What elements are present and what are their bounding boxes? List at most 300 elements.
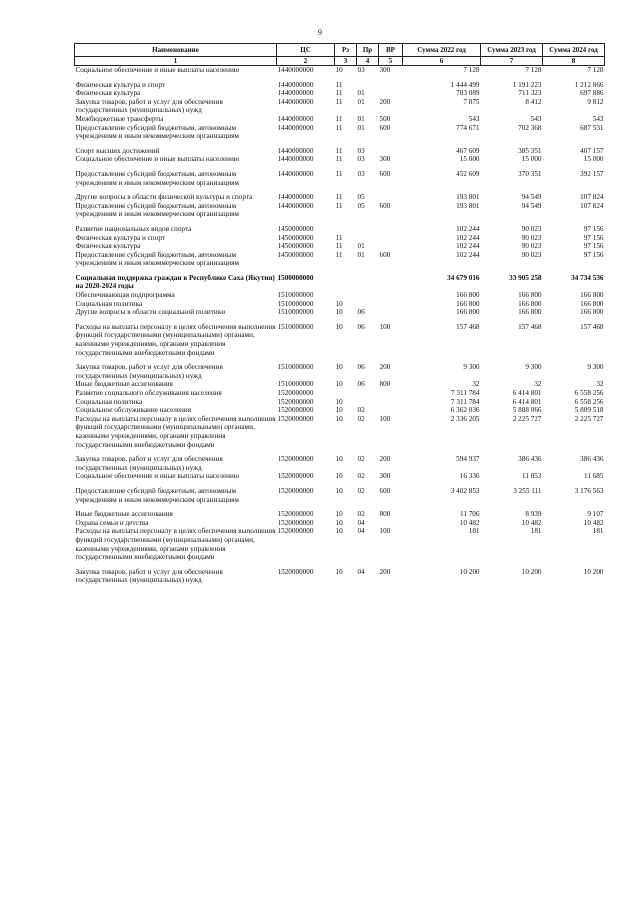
row-pr [357,274,379,291]
header-sum-2022: Сумма 2022 год [403,44,481,57]
row-pr [357,300,379,309]
row-sum-2024: 7 128 [587,66,604,74]
row-sum-2022: 166 800 [456,299,480,308]
row-sum-2024: 15 000 [583,155,604,164]
row-name: Закупка товаров, работ и услуг для обеспечения государственных (муниципальных) нужд [75,455,223,472]
row-name: Физическая культура [75,89,141,98]
row-cs: 1440000000 [277,89,314,98]
row-sum-2022: 7 128 [463,66,480,74]
row-sum-2022: 10 482 [459,518,480,527]
row-sum-2022: 34 679 016 [447,273,480,282]
row-vr: 600 [379,123,391,132]
table-row [75,389,605,398]
header-number: 6 [403,57,481,66]
row-name: Социальное обеспечение и иные выплаты населению [75,472,240,481]
row-name: Расходы на выплаты персоналу в целях обеспечения выполнения функций государственными (муниципальными) органами, казенными учреждениями, органами управления государственными внебюджетными фондами [75,414,276,449]
table-row [75,115,605,124]
row-cs: 1510000000 [277,308,314,317]
row-sum-2023: 8 939 [525,510,542,519]
table-row [75,251,605,268]
row-vr [379,234,403,243]
row-cs: 1520000000 [277,472,314,481]
row-sum-2023: 386 436 [518,455,542,464]
budget-table [74,43,605,585]
table-row [75,472,605,481]
row-vr: 600 [379,169,391,178]
header-number: 5 [379,57,403,66]
row-sum-2023: 702 368 [518,123,542,132]
row-name: Социальное обслуживание населения [75,406,192,415]
table-row [75,406,605,415]
row-rz: 11 [335,233,343,242]
row-rz: 10 [335,518,343,527]
row-rz: 10 [335,308,343,317]
row-sum-2022: 7 311 784 [451,389,480,397]
row-pr: 01 [357,97,365,106]
row-vr: 600 [379,486,391,495]
row-cs: 1440000000 [277,97,314,106]
row-vr: 300 [379,66,391,74]
row-sum-2022: 774 671 [456,123,480,132]
header-number: 1 [75,57,277,66]
table-row [75,274,605,291]
table-row [75,193,605,202]
row-sum-2022: 181 [468,527,480,536]
row-cs: 1520000000 [277,389,314,397]
row-vr: 600 [379,201,391,210]
row-name: Расходы на выплаты персоналу в целях обеспечения выполнения функций государственными (муниципальными) органами, казенными учреждениями, органами управления государственными внебюджетными фондами [75,322,276,357]
row-pr: 03 [357,146,365,155]
row-sum-2023: 9 300 [525,363,542,372]
row-vr: 300 [379,155,391,164]
row-sum-2023: 6 414 801 [512,389,542,397]
row-rz: 10 [335,527,343,536]
row-sum-2024: 9 300 [587,363,604,372]
row-cs: 1510000000 [277,363,314,372]
row-sum-2024: 97 156 [583,224,604,233]
row-rz: 11 [335,114,343,123]
table-row [75,242,605,251]
row-cs: 1520000000 [277,486,314,495]
row-pr: 06 [357,322,365,331]
row-cs: 1510000000 [277,380,314,389]
row-sum-2024: 107 824 [580,193,604,202]
row-vr [379,300,403,309]
row-cs: 1450000000 [277,224,314,233]
row-cs: 1440000000 [277,201,314,210]
row-name: Социальная поддержка граждан в Республике Саха (Якутия) на 2020-2024 годы [75,273,275,291]
row-sum-2024: 9 107 [587,510,604,519]
header-number: 8 [543,57,605,66]
row-pr [357,234,379,243]
row-rz: 10 [335,455,343,464]
row-sum-2023: 166 800 [518,291,542,300]
row-sum-2023: 10 200 [521,567,542,576]
row-rz: 10 [335,380,343,389]
row-vr: 100 [379,414,391,423]
row-cs: 1450000000 [277,233,314,242]
row-rz: 10 [335,567,343,576]
row-vr [379,519,403,528]
row-name: Спорт высших достижений [75,146,160,155]
row-sum-2024: 97 156 [583,233,604,242]
row-cs: 1520000000 [277,397,314,406]
row-sum-2022: 783 089 [456,89,480,98]
row-pr [357,81,379,90]
row-pr: 04 [357,527,365,536]
row-sum-2024: 1 212 866 [574,80,604,89]
row-sum-2024: 6 558 256 [574,397,604,406]
row-rz: 10 [335,322,343,331]
row-rz: 11 [335,169,343,178]
table-row [75,519,605,528]
row-pr [357,389,379,398]
row-rz: 10 [335,486,343,495]
row-sum-2023: 3 255 111 [513,486,542,495]
row-rz: 11 [335,250,343,259]
row-sum-2024: 386 436 [580,455,604,464]
table-row [75,66,605,75]
row-cs: 1440000000 [277,146,314,155]
row-cs: 1440000000 [277,123,314,132]
row-vr [379,193,403,202]
row-sum-2023: 370 351 [518,169,542,178]
row-pr: 01 [357,89,365,98]
row-cs: 1440000000 [277,155,314,164]
row-vr [379,225,403,234]
row-sum-2022: 32 [472,380,480,389]
row-pr [357,398,379,407]
row-rz: 10 [335,397,343,406]
table-row [75,527,605,561]
row-pr: 05 [357,201,365,210]
row-sum-2023: 157 468 [518,322,542,331]
row-sum-2024: 107 824 [580,201,604,210]
row-cs: 1520000000 [277,518,314,527]
table-row [75,323,605,357]
header-number: 7 [481,57,543,66]
row-name: Другие вопросы в области физической культуры и спорта [75,193,253,202]
header-number-row [75,57,605,66]
row-sum-2022: 543 [468,114,480,123]
row-vr: 200 [379,97,391,106]
row-name: Другие вопросы в области социальной политики [75,308,226,317]
row-name: Предоставление субсидий бюджетным, автономным учреждениям и иным некоммерческим организациям [75,486,239,504]
row-sum-2024: 157 468 [580,322,604,331]
row-name: Охрана семьи и детства [75,518,149,527]
row-name: Иные бюджетные ассигнования [75,380,173,389]
row-cs: 1520000000 [277,567,314,576]
row-pr: 01 [357,242,365,251]
row-cs: 1450000000 [277,250,314,259]
row-vr: 100 [379,527,391,536]
row-sum-2022: 2 336 205 [450,414,480,423]
row-cs: 1440000000 [277,80,314,89]
row-pr: 02 [357,510,365,519]
row-cs: 1510000000 [277,299,314,308]
row-cs: 1520000000 [277,406,314,415]
row-sum-2024: 10 200 [583,567,604,576]
row-sum-2023: 94 549 [521,201,542,210]
table-row [75,398,605,407]
table-row [75,308,605,317]
row-cs: 1520000000 [277,455,314,464]
table-row [75,300,605,309]
row-vr [379,89,403,98]
row-pr: 06 [357,380,365,389]
row-sum-2023: 10 482 [521,518,542,527]
row-rz: 11 [335,242,343,251]
row-sum-2024: 687 531 [580,123,604,132]
row-sum-2024: 166 800 [580,291,604,300]
row-sum-2024: 97 156 [583,242,604,251]
row-pr: 01 [357,123,365,132]
table-row [75,89,605,98]
row-sum-2024: 5 809 518 [574,406,604,415]
row-sum-2023: 385 351 [518,146,542,155]
table-row [75,225,605,234]
row-pr: 02 [357,414,365,423]
row-vr: 100 [379,322,391,331]
row-sum-2022: 9 300 [463,363,480,372]
row-pr: 03 [357,155,365,164]
row-pr: 06 [357,363,365,372]
row-rz: 10 [335,472,343,481]
row-vr [379,242,403,251]
row-vr [379,406,403,415]
row-sum-2024: 181 [592,527,604,536]
row-rz [335,389,357,398]
row-rz [335,274,357,291]
table-row [75,415,605,449]
row-rz: 10 [335,363,343,372]
row-sum-2023: 90 023 [521,250,542,259]
row-name: Предоставление субсидий бюджетным, автономным учреждениям и иным некоммерческим организациям [75,201,239,219]
row-sum-2023: 543 [530,114,542,123]
row-sum-2024: 543 [592,114,604,123]
row-rz: 10 [335,510,343,519]
row-vr [379,81,403,90]
row-vr [379,147,403,156]
page-number: 9 [318,28,322,37]
row-rz: 10 [335,299,343,308]
row-sum-2024: 6 558 256 [574,389,604,397]
row-sum-2022: 10 200 [459,567,480,576]
row-cs: 1520000000 [277,510,314,519]
row-vr [379,389,403,398]
row-name: Расходы на выплаты персоналу в целях обеспечения выполнения функций государственными (муниципальными) органами, казенными учреждениями, органами управления государственными внебюджетными фондами [75,527,276,562]
row-pr: 04 [357,567,365,576]
table-row [75,455,605,472]
table-row [75,510,605,519]
header-vr: ВР [379,44,403,57]
header-row [75,44,605,57]
header-number: 2 [277,57,335,66]
header-name: Наименование [75,44,277,57]
row-cs: 1500000000 [277,273,314,282]
row-vr [379,308,403,317]
row-name: Физическая культура и спорт [75,233,165,242]
row-rz: 10 [335,66,343,74]
row-sum-2023: 711 323 [518,89,542,98]
row-sum-2022: 467 609 [456,146,480,155]
row-pr: 01 [357,114,365,123]
row-name: Развитие национальных видов спорта [75,224,192,233]
row-sum-2023: 15 000 [521,155,542,164]
row-vr [379,291,403,300]
table-row [75,487,605,504]
row-sum-2024: 10 482 [583,518,604,527]
row-sum-2022: 1 444 499 [450,80,480,89]
row-sum-2022: 157 468 [456,322,480,331]
row-name: Социальная политика [75,397,143,406]
table-body [75,66,605,585]
row-pr: 03 [357,169,365,178]
row-sum-2022: 11 706 [460,510,480,519]
row-name: Социальное обеспечение и иные выплаты населению [75,66,240,74]
row-sum-2024: 11 685 [584,472,604,481]
row-sum-2022: 16 336 [459,472,480,481]
row-pr: 04 [357,518,365,527]
row-sum-2022: 7 311 784 [451,397,480,406]
row-sum-2022: 102 244 [456,224,480,233]
row-sum-2022: 7 875 [463,97,480,106]
row-pr: 02 [357,486,365,495]
row-sum-2024: 97 156 [583,250,604,259]
row-rz: 11 [335,80,343,89]
row-name: Развитие социального обслуживания населения [75,389,222,397]
row-sum-2023: 11 853 [522,472,542,481]
header-number: 3 [335,57,357,66]
row-vr: 800 [379,510,391,519]
row-vr: 200 [379,567,391,576]
row-rz: 10 [335,406,343,415]
row-name: Закупка товаров, работ и услуг для обеспечения государственных (муниципальных) нужд [75,97,223,115]
row-sum-2022: 452 609 [456,169,480,178]
row-cs: 1440000000 [277,66,314,74]
row-vr: 500 [379,114,391,123]
row-rz: 11 [335,123,343,132]
row-name: Физическая культура [75,242,141,251]
header-sum-2023: Сумма 2023 год [481,44,543,57]
row-cs: 1440000000 [277,169,314,178]
header-sum-2024: Сумма 2024 год [543,44,605,57]
row-sum-2022: 3 402 853 [450,486,480,495]
row-sum-2023: 90 023 [521,224,542,233]
table-row [75,147,605,156]
row-name: Закупка товаров, работ и услуг для обеспечения государственных (муниципальных) нужд [75,567,223,585]
row-rz: 11 [335,201,343,210]
row-rz: 11 [335,146,343,155]
row-rz: 11 [335,193,343,202]
row-vr: 800 [379,380,391,389]
row-rz [335,225,357,234]
row-cs: 1520000000 [277,527,314,536]
table-row [75,155,605,164]
row-sum-2024: 166 800 [580,299,604,308]
table-row [75,568,605,585]
row-sum-2023: 8 412 [525,97,542,106]
header-pr: Пр [357,44,379,57]
table-row [75,98,605,115]
row-sum-2024: 34 734 536 [571,273,604,282]
row-pr: 02 [357,406,365,415]
row-sum-2023: 1 191 223 [512,80,542,89]
row-sum-2022: 193 801 [456,193,480,202]
row-sum-2022: 166 800 [456,291,480,300]
row-sum-2023: 7 128 [525,66,542,74]
row-pr: 02 [357,455,365,464]
row-sum-2023: 166 800 [518,299,542,308]
row-sum-2022: 6 362 036 [450,406,480,415]
row-name: Предоставление субсидий бюджетным, автономным учреждениям и иным некоммерческим организациям [75,250,239,268]
header-number: 4 [357,57,379,66]
row-pr: 06 [357,308,365,317]
row-sum-2023: 5 888 066 [512,406,542,415]
row-rz [335,291,357,300]
row-vr: 600 [379,250,391,259]
row-pr [357,225,379,234]
row-sum-2022: 102 244 [456,242,480,251]
row-vr: 200 [379,363,391,372]
row-sum-2023: 94 549 [521,193,542,202]
header-cs: ЦС [277,44,335,57]
row-name: Предоставление субсидий бюджетным, автономным учреждениям и иным некоммерческим организациям [75,169,239,187]
header-rz: Рз [335,44,357,57]
row-sum-2024: 392 157 [580,169,604,178]
row-name: Предоставление субсидий бюджетным, автономным учреждениям и иным некоммерческим организациям [75,123,239,141]
row-sum-2023: 90 023 [521,242,542,251]
row-pr: 03 [357,66,365,74]
table-row [75,202,605,219]
row-sum-2024: 9 812 [587,97,604,106]
row-rz: 11 [335,89,343,98]
table-row [75,124,605,141]
row-vr: 200 [379,455,391,464]
row-name: Закупка товаров, работ и услуг для обеспечения государственных (муниципальных) нужд [75,363,223,380]
row-vr [379,274,403,291]
row-sum-2022: 102 244 [456,233,480,242]
table-row [75,81,605,90]
row-sum-2022: 193 801 [456,201,480,210]
row-sum-2023: 33 905 258 [509,273,542,282]
row-pr: 02 [357,472,365,481]
row-sum-2022: 15 000 [459,155,480,164]
row-name: Обеспечивающая подпрограмма [75,291,175,300]
row-sum-2023: 181 [530,527,542,536]
row-name: Межбюджетные трансферты [75,114,164,123]
row-sum-2022: 102 244 [456,250,480,259]
table-row [75,291,605,300]
table-row [75,380,605,389]
row-name: Социальное обеспечение и иные выплаты населению [75,155,240,164]
row-sum-2023: 6 414 801 [512,397,542,406]
row-sum-2023: 32 [534,380,542,389]
row-cs: 1440000000 [277,193,314,202]
row-cs: 1440000000 [277,114,314,123]
row-sum-2022: 166 800 [456,308,480,317]
row-rz: 11 [335,155,343,164]
row-cs: 1510000000 [277,291,314,300]
row-sum-2024: 407 157 [580,146,604,155]
row-pr: 01 [357,250,365,259]
row-sum-2024: 166 800 [580,308,604,317]
table-row [75,363,605,380]
row-sum-2023: 166 800 [518,308,542,317]
row-rz: 11 [335,97,343,106]
row-name: Физическая культура и спорт [75,80,165,89]
row-cs: 1510000000 [277,322,314,331]
